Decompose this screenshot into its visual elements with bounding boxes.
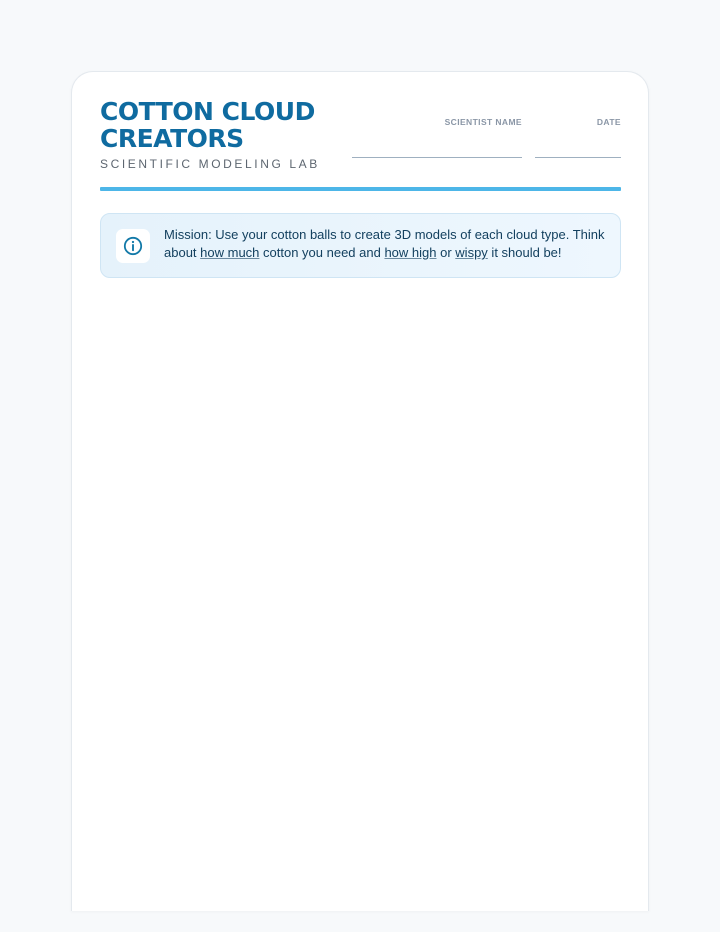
worksheet xyxy=(71,71,649,911)
mission-callout xyxy=(100,213,621,278)
mission-intro: Mission: Use your cotton balls to create 3D models of each cloud type. Think about xyxy=(164,227,605,260)
info-icon xyxy=(116,229,150,263)
emphasis-how-much: how much xyxy=(200,245,260,260)
mission-ending: it should be! xyxy=(487,245,562,260)
date-label: DATE xyxy=(596,117,621,127)
scientist-name-field[interactable] xyxy=(352,117,522,127)
mission-middle-1: cotton you need and xyxy=(259,245,385,260)
scientist-name-label: SCIENTIST NAME xyxy=(444,117,522,127)
worksheet-subtitle: SCIENTIFIC MODELING LAB xyxy=(100,157,320,171)
date-line[interactable] xyxy=(535,157,621,158)
scientist-name-line[interactable] xyxy=(352,157,522,158)
emphasis-wispy: wispy xyxy=(455,245,488,260)
emphasis-how-high: how high xyxy=(384,245,437,260)
worksheet-title: COTTON CLOUD CREATORS xyxy=(100,97,315,153)
mission-middle-2: or xyxy=(436,245,456,260)
header-divider xyxy=(100,187,621,191)
mission-text xyxy=(164,226,609,262)
date-field[interactable] xyxy=(535,117,621,127)
